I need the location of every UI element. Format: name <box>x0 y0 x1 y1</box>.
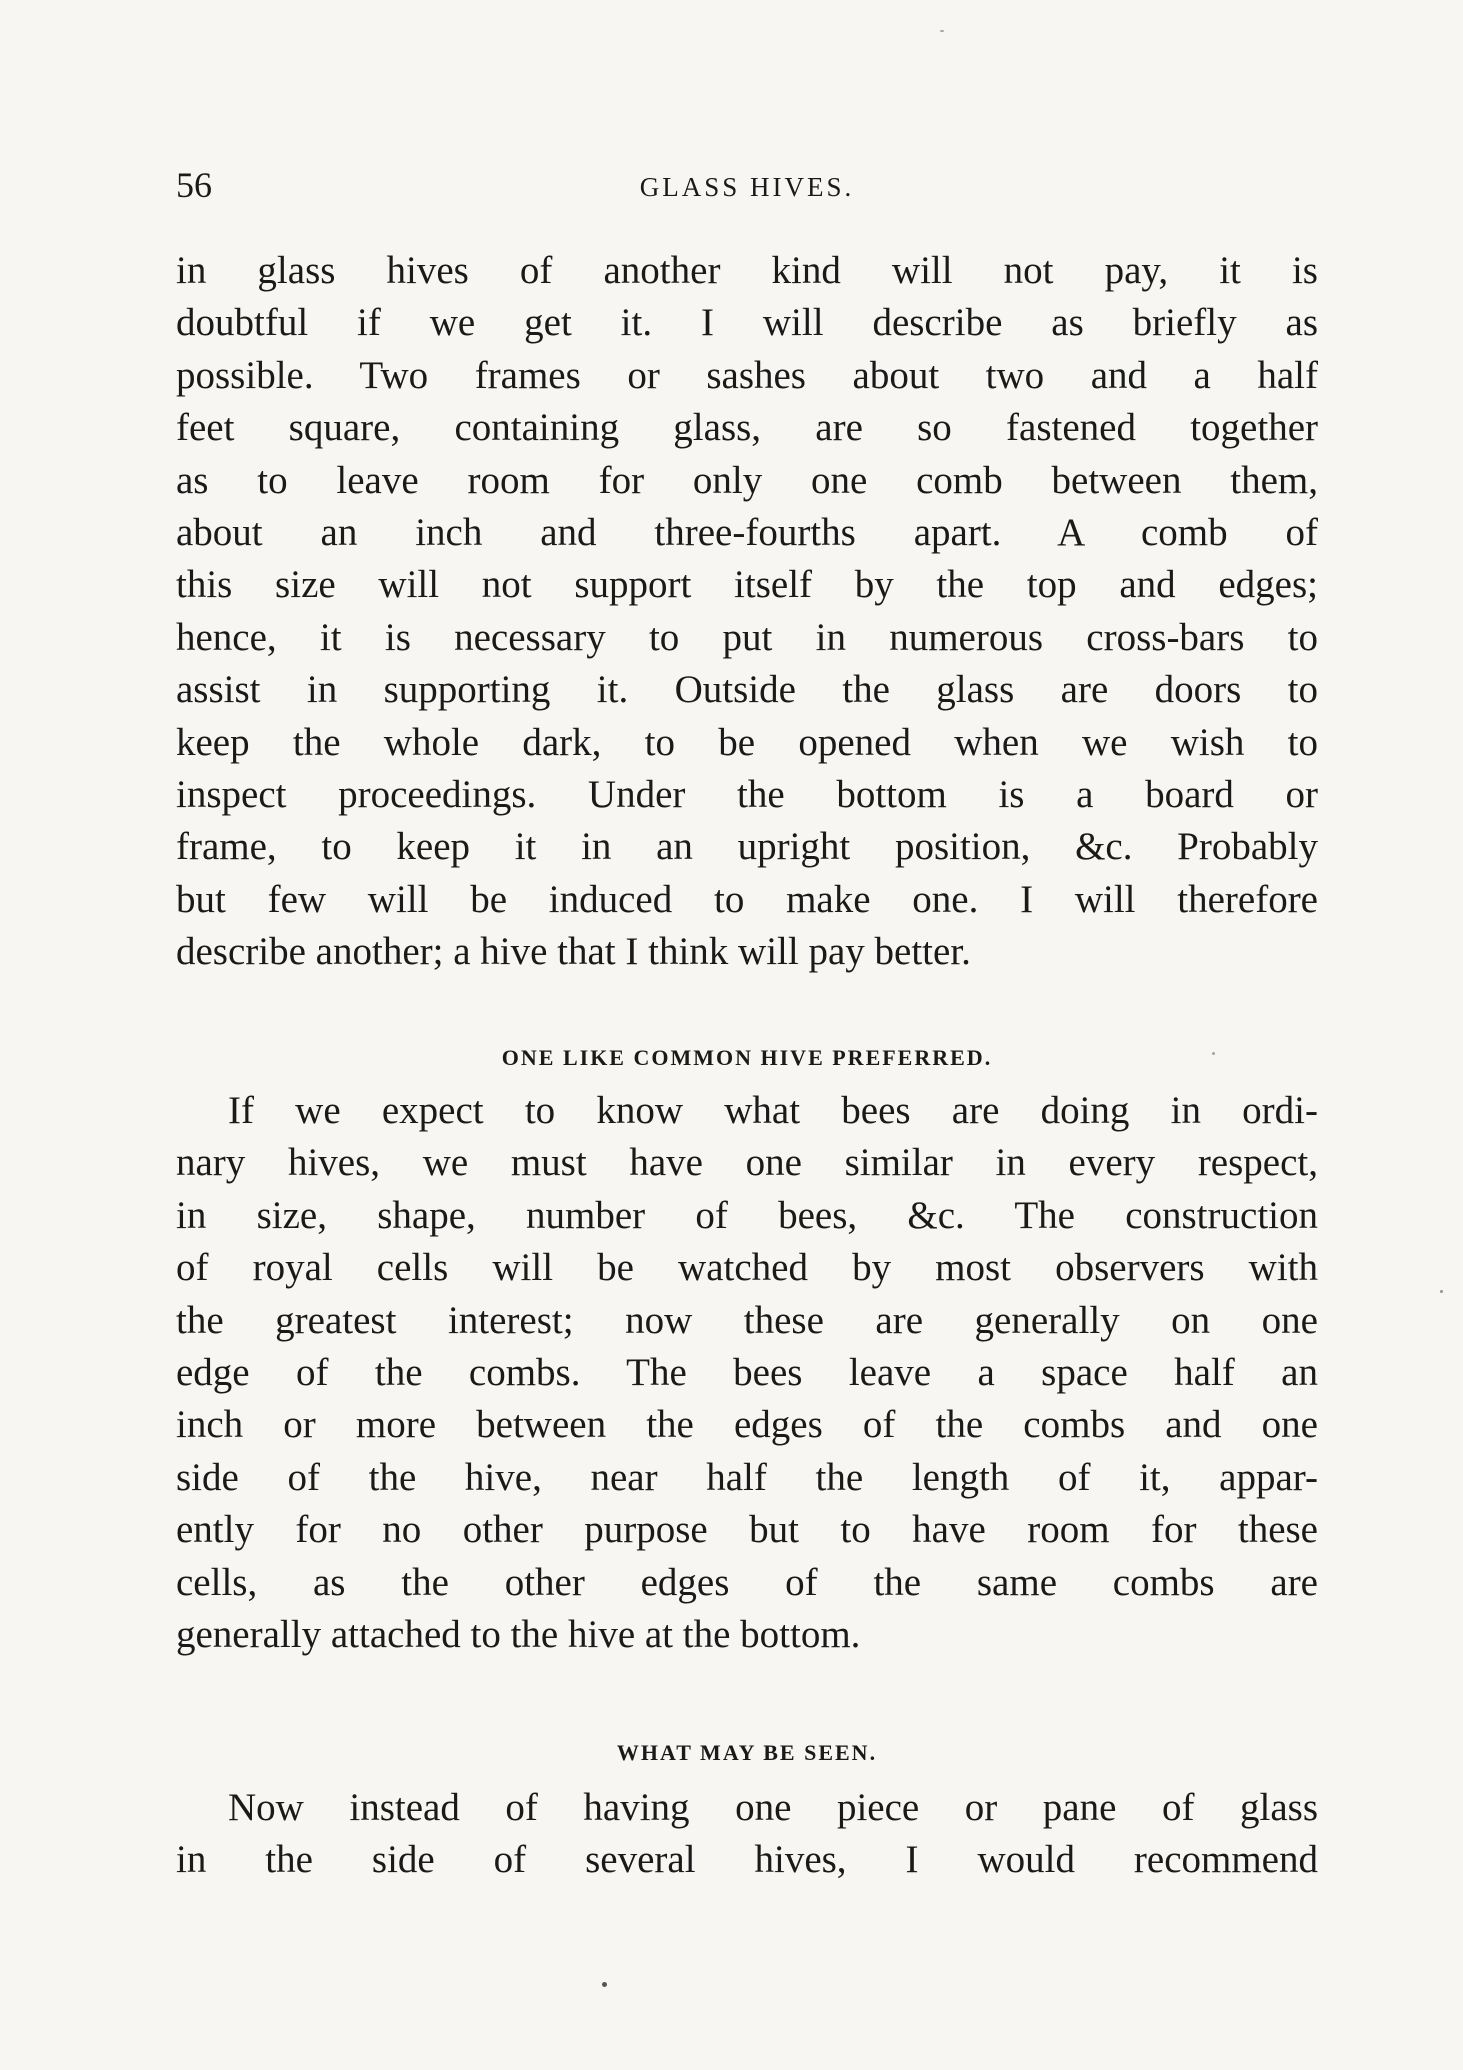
paragraph-ordinary-hives <box>176 1085 1318 1661</box>
text-line: about an inch and three-fourths apart. A comb of <box>176 510 1318 554</box>
text-line: the greatest interest; now these are generally on one <box>176 1298 1318 1342</box>
text-line: as to leave room for only one comb between them, <box>176 458 1318 502</box>
text-line: frame, to keep it in an upright position, &c. Probably <box>176 825 1318 869</box>
text-line: generally attached to the hive at the bottom. <box>176 1612 861 1656</box>
text-line: doubtful if we get it. I will describe as briefly as <box>176 301 1318 345</box>
ink-speck <box>602 1982 607 1987</box>
text-line: cells, as the other edges of the same combs are <box>176 1560 1318 1604</box>
text-line: edge of the combs. The bees leave a space half an <box>176 1350 1318 1394</box>
running-head <box>176 163 1318 207</box>
text-line: inch or more between the edges of the combs and one <box>176 1403 1318 1447</box>
text-line: but few will be induced to make one. I will therefore <box>176 877 1318 921</box>
text-line: Now instead of having one piece or pane of glass <box>228 1786 1318 1829</box>
text-line: of royal cells will be watched by most observers with <box>176 1246 1318 1290</box>
text-line: possible. Two frames or sashes about two and a half <box>176 353 1318 397</box>
text-line: hence, it is necessary to put in numerous cross-bars to <box>176 615 1318 659</box>
text-line: in size, shape, number of bees, &c. The construction <box>176 1193 1318 1237</box>
text-line: side of the hive, near half the length of it, appar- <box>176 1455 1318 1499</box>
section-heading-what-may-be-seen: WHAT MAY BE SEEN. <box>616 1740 878 1765</box>
text-line: inspect proceedings. Under the bottom is a board or <box>176 772 1318 816</box>
text-line: in glass hives of another kind will not pay, it is <box>176 249 1318 292</box>
ink-speck <box>1440 1290 1443 1293</box>
text-line: keep the whole dark, to be opened when we wish to <box>176 720 1318 764</box>
text-line: feet square, containing glass, are so fastened together <box>176 406 1318 450</box>
text-line: nary hives, we must have one similar in every respect, <box>176 1141 1318 1185</box>
text-line: assist in supporting it. Outside the glass are doors to <box>176 668 1318 712</box>
text-line: describe another; a hive that I think will pay better. <box>176 930 971 974</box>
ink-speck <box>940 30 944 32</box>
text-line: this size will not support itself by the top and edges; <box>176 563 1318 607</box>
text-line: in the side of several hives, I would recommend <box>176 1838 1318 1882</box>
text-line: If we expect to know what bees are doing in ordi- <box>228 1089 1318 1132</box>
section-heading-common-hive: ONE LIKE COMMON HIVE PREFERRED. <box>501 1045 993 1070</box>
text-line: ently for no other purpose but to have room for these <box>176 1508 1318 1552</box>
running-title: GLASS HIVES. <box>639 172 855 202</box>
paragraph-glass-panes <box>176 1782 1318 1887</box>
paragraph-glass-frame-hive <box>176 245 1318 978</box>
ink-speck <box>1212 1052 1215 1055</box>
page-number: 56 <box>176 165 212 205</box>
